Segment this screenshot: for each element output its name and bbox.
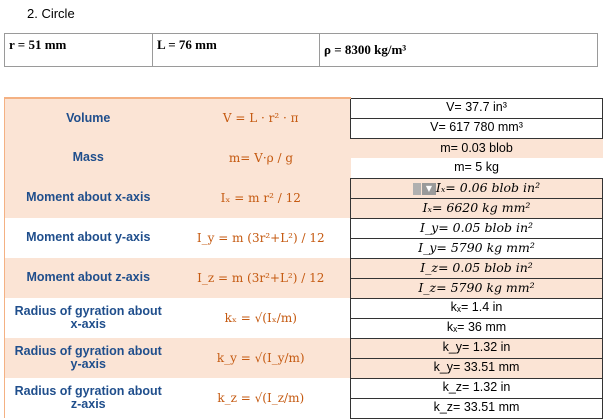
value-moment-x-in: ▼ Iₓ= 0.06 blob in²: [351, 178, 603, 198]
value-moment-y-mm: I_y= 5790 kg mm²: [351, 238, 603, 258]
row-label-moment-y: Moment about y-axis: [5, 218, 172, 258]
row-label-gyration-y: Radius of gyration about y-axis: [5, 338, 172, 378]
row-label-moment-x: Moment about x-axis: [5, 178, 172, 218]
value-volume-mm: V= 617 780 mm³: [351, 118, 603, 138]
table-row: [5, 258, 603, 278]
equation-volume: V = L · r² · π: [172, 98, 351, 138]
equation-moment-y: I_y = m (3r²+L²) / 12: [196, 230, 325, 245]
row-label-gyration-z: Radius of gyration about z-axis: [5, 378, 172, 418]
table-row: [5, 338, 603, 358]
row-label-volume: Volume: [5, 98, 172, 138]
value-moment-x-mm: Iₓ= 6620 kg mm²: [351, 198, 603, 218]
value-mass-kg: m= 5 kg: [351, 158, 603, 178]
value-volume-in: V= 37.7 in³: [351, 98, 603, 118]
results-table: [4, 97, 603, 419]
value-gyration-x-mm: kₓ= 36 mm: [351, 318, 603, 338]
table-row: [5, 378, 603, 398]
given-values-table: [4, 33, 598, 67]
row-label-gyration-x: Radius of gyration about x-axis: [5, 298, 172, 338]
value-gyration-y-in: k_y= 1.32 in: [351, 338, 603, 358]
equation-moment-z: I_z = m (3r²+L²) / 12: [172, 258, 351, 298]
value-moment-z-in: I_z= 0.05 blob in²: [351, 258, 603, 278]
row-label-mass: Mass: [5, 138, 172, 178]
value-mass-blob: m= 0.03 blob: [351, 138, 603, 158]
value-gyration-x-in: kₓ= 1.4 in: [351, 298, 603, 318]
value-gyration-y-mm: k_y= 33.51 mm: [351, 358, 603, 378]
equation-gyration-z: k_z = √(I_z/m): [217, 390, 305, 405]
drag-handle-icon[interactable]: [413, 183, 421, 195]
equation-gyration-x: kₓ = √(Iₓ/m): [224, 310, 297, 325]
table-row: [5, 98, 603, 118]
value-gyration-z-in: k_z= 1.32 in: [351, 378, 603, 398]
value-moment-y-in: I_y= 0.05 blob in²: [351, 218, 603, 238]
equation-gyration-y: k_y = √(I_y/m): [172, 338, 351, 378]
given-length: L = 76 mm: [153, 34, 320, 67]
row-label-moment-z: Moment about z-axis: [5, 258, 172, 298]
equation-moment-x: Iₓ = m r² / 12: [172, 178, 351, 218]
given-radius: r = 51 mm: [5, 34, 153, 67]
table-row: [5, 138, 603, 158]
value-gyration-z-mm: k_z= 33.51 mm: [351, 398, 603, 418]
table-row: [5, 178, 603, 198]
given-density: ρ = 8300 kg/m³: [320, 34, 598, 67]
value-moment-z-mm: I_z= 5790 kg mm²: [351, 278, 603, 298]
table-row: [5, 218, 603, 238]
table-row: [5, 298, 603, 318]
dropdown-icon[interactable]: ▼: [422, 183, 436, 195]
section-heading: 2. Circle: [27, 6, 75, 21]
equation-mass: m= V·ρ / g: [172, 138, 351, 178]
